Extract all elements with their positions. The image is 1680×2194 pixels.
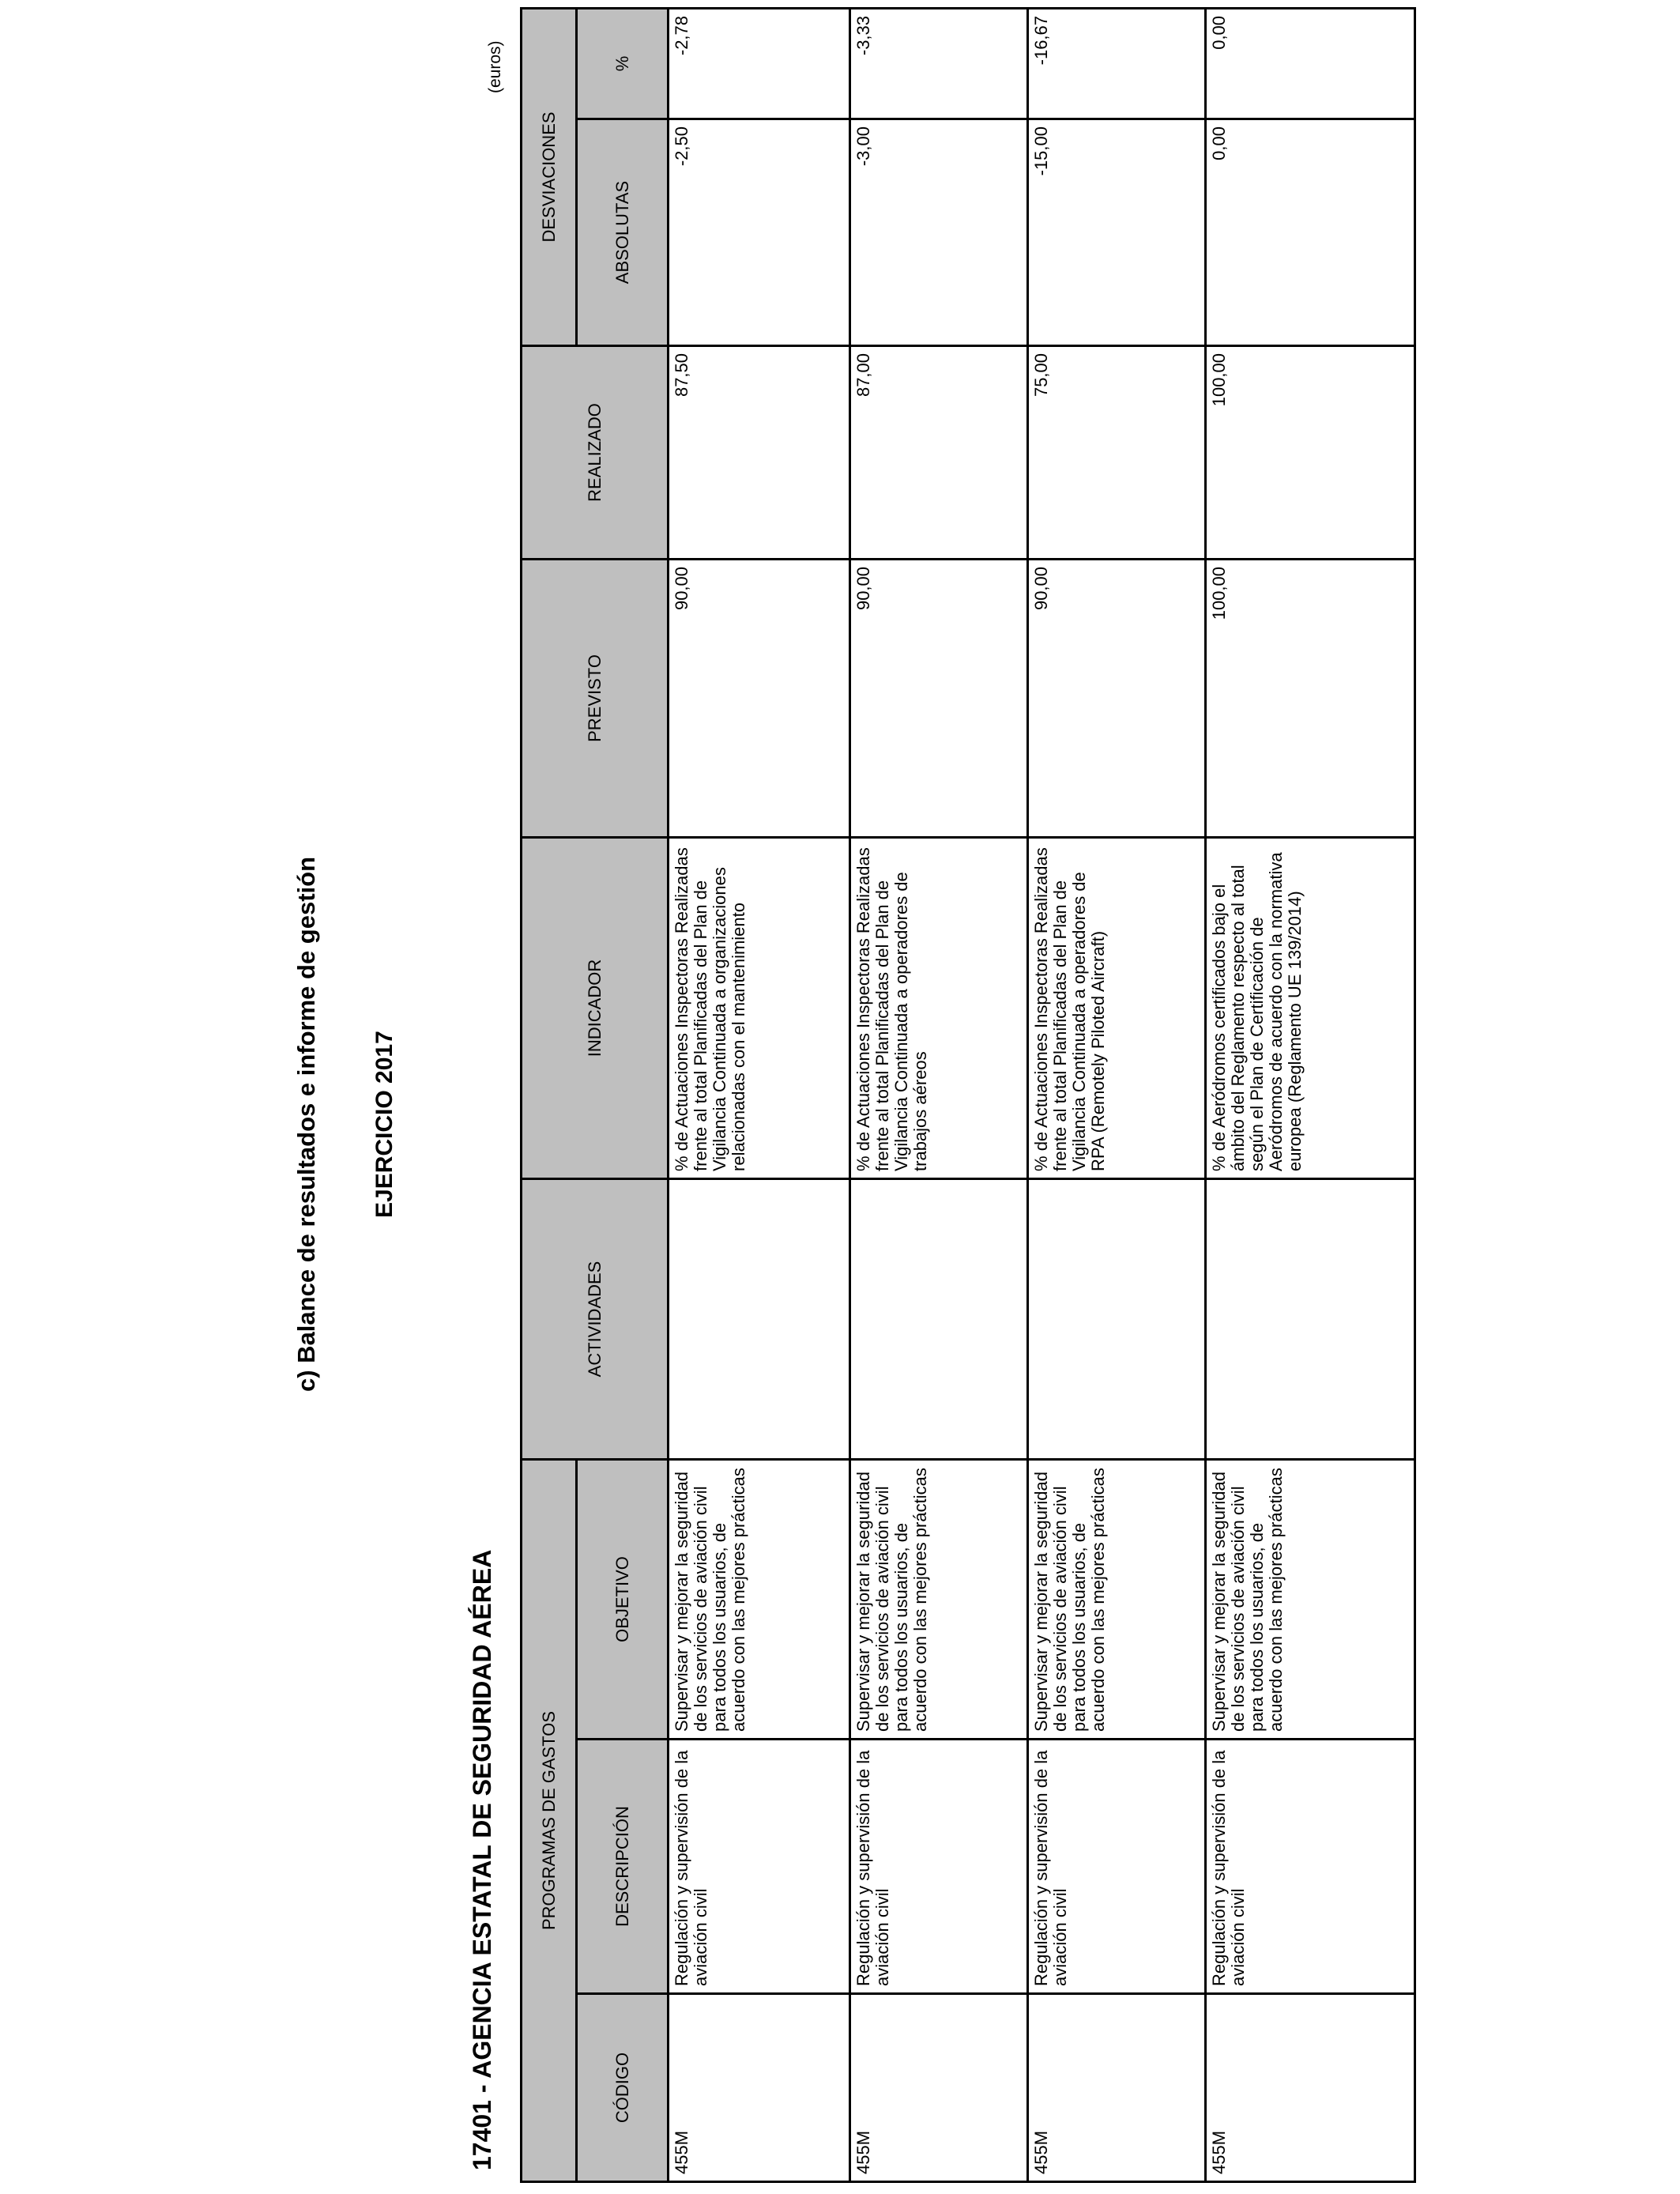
- achieved-cell: 87,50: [669, 345, 850, 559]
- planned-cell: 90,00: [850, 559, 1028, 837]
- programs-group-header: PROGRAMAS DE GASTOS: [522, 1459, 577, 2181]
- objective-column-header: OBJETIVO: [577, 1459, 669, 1739]
- absolute-deviation-cell: -3,00: [850, 119, 1028, 345]
- deviations-group-header: DESVIACIONES: [522, 8, 577, 345]
- description-cell: Regulación y supervisión de la aviación civil: [669, 1740, 850, 1994]
- table-row: [850, 8, 1028, 2181]
- activities-cell: [1028, 1178, 1206, 1459]
- description-cell: Regulación y supervisión de la aviación civil: [1206, 1740, 1415, 1994]
- activities-cell: [1206, 1178, 1415, 1459]
- planned-cell: 100,00: [1206, 559, 1415, 837]
- absolute-deviation-cell: -15,00: [1028, 119, 1206, 345]
- code-cell: 455M: [669, 1994, 850, 2182]
- units-label: (euros): [486, 40, 504, 93]
- activities-cell: [669, 1178, 850, 1459]
- percent-deviation-cell: -2,78: [669, 8, 850, 119]
- percent-deviation-cell: -3,33: [850, 8, 1028, 119]
- absolute-column-header: ABSOLUTAS: [577, 119, 669, 345]
- achieved-cell: 100,00: [1206, 345, 1415, 559]
- percent-deviation-cell: -16,67: [1028, 8, 1206, 119]
- planned-column-header: PREVISTO: [522, 559, 669, 837]
- objective-cell: Supervisar y mejorar la seguridad de los servicios de aviación civil para todos los usuarios, de acuerdo con las mejores prácticas: [1028, 1459, 1206, 1739]
- code-column-header: CÓDIGO: [577, 1994, 669, 2182]
- description-cell: Regulación y supervisión de la aviación civil: [850, 1740, 1028, 1994]
- indicator-column-header: INDICADOR: [522, 837, 669, 1178]
- fiscal-year-title: EJERCICIO 2017: [371, 1031, 397, 1218]
- section-title: c) Balance de resultados e informe de gestión: [292, 856, 320, 1392]
- achieved-column-header: REALIZADO: [522, 345, 669, 559]
- achieved-cell: 87,00: [850, 345, 1028, 559]
- indicator-cell: % de Aeródromos certificados bajo el ámbito del Reglamento respecto al total según el Plan de Certificación de Aeródromos de acuerdo con la normativa europea (Reglamento UE 139/2014): [1206, 837, 1415, 1178]
- percent-column-header: %: [577, 8, 669, 119]
- activities-cell: [850, 1178, 1028, 1459]
- results-table: [520, 7, 1416, 2183]
- activities-column-header: ACTIVIDADES: [522, 1178, 669, 1459]
- indicator-cell: % de Actuaciones Inspectoras Realizadas frente al total Planificadas del Plan de Vigilancia Continuada a organizaciones relacionadas con el mantenimiento: [669, 837, 850, 1178]
- description-cell: Regulación y supervisión de la aviación civil: [1028, 1740, 1206, 1994]
- achieved-cell: 75,00: [1028, 345, 1206, 559]
- planned-cell: 90,00: [1028, 559, 1206, 837]
- table-row: [1206, 8, 1415, 2181]
- indicator-cell: % de Actuaciones Inspectoras Realizadas frente al total Planificadas del Plan de Vigilancia Continuada a operadores de trabajos aéreos: [850, 837, 1028, 1178]
- table-row: [1028, 8, 1206, 2181]
- code-cell: 455M: [1028, 1994, 1206, 2182]
- code-cell: 455M: [1206, 1994, 1415, 2182]
- absolute-deviation-cell: -2,50: [669, 119, 850, 345]
- organization-title: 17401 - AGENCIA ESTATAL DE SEGURIDAD AÉREA: [468, 1549, 496, 2170]
- code-cell: 455M: [850, 1994, 1028, 2182]
- percent-deviation-cell: 0,00: [1206, 8, 1415, 119]
- description-column-header: DESCRIPCIÓN: [577, 1740, 669, 1994]
- objective-cell: Supervisar y mejorar la seguridad de los servicios de aviación civil para todos los usuarios, de acuerdo con las mejores prácticas: [850, 1459, 1028, 1739]
- planned-cell: 90,00: [669, 559, 850, 837]
- group-header-row: [522, 8, 577, 2181]
- absolute-deviation-cell: 0,00: [1206, 119, 1415, 345]
- table-row: [669, 8, 850, 2181]
- objective-cell: Supervisar y mejorar la seguridad de los servicios de aviación civil para todos los usuarios, de acuerdo con las mejores prácticas: [669, 1459, 850, 1739]
- indicator-cell: % de Actuaciones Inspectoras Realizadas frente al total Planificadas del Plan de Vigilancia Continuada a operadores de RPA (Remotely Piloted Aircraft): [1028, 837, 1206, 1178]
- objective-cell: Supervisar y mejorar la seguridad de los servicios de aviación civil para todos los usuarios, de acuerdo con las mejores prácticas: [1206, 1459, 1415, 1739]
